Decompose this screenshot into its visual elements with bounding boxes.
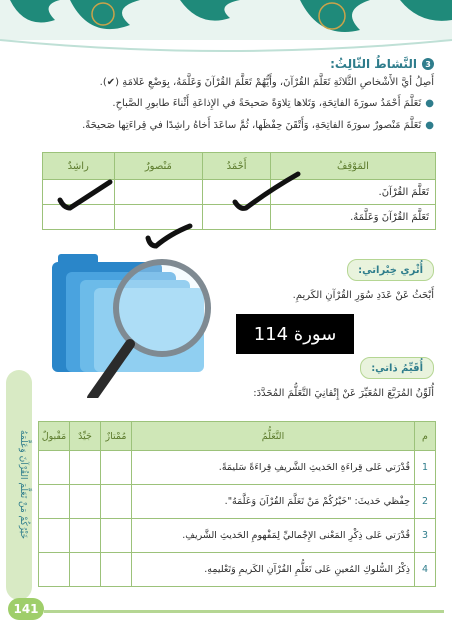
rating-cell[interactable] [39, 553, 70, 587]
handwritten-checkmarks [40, 160, 360, 260]
answer-box: 114 سورة [236, 314, 354, 354]
footer-rule [44, 610, 444, 613]
selfeval-instruction: أُلَوِّنُ المُرَبَّعَ المُعَبِّرَ عَنْ إِتْقانِيَ التَّعَلُّمَ المُحَدَّدَ: [253, 388, 434, 399]
folder-magnifier-illustration [52, 248, 222, 398]
header-rashid: راشِدٌ [43, 153, 115, 180]
selfeval-label: أُقَيِّمُ ذاتي: [360, 357, 434, 379]
header-mansour: مَنْصورٌ [114, 153, 203, 180]
bullet-1-text: تَعَلَّمَ أَحْمَدُ سورَةَ الفاتِحَةِ، وَتَلاها تِلاوَةً صَحيحَةً في الإِذاعَةِ أَثْناءَ طابورِ الصَّباحِ. [112, 98, 422, 109]
activity-instruction: أَصِلُ أيَّ الأَشْخاصِ الثَّلاثَةِ تَعَلَّمَ القُرْآنَ، وأَيُّهُمْ تَعَلَّمَ القُرْآنَ وَعَلَّمَهُ، بِوَضْعِ عَلامَةِ (✔). [99, 77, 434, 88]
rating-cell[interactable] [70, 519, 101, 553]
table-row [39, 451, 436, 485]
table-row [39, 553, 436, 587]
page-number: 141 [8, 598, 44, 620]
rating-cell[interactable] [101, 553, 132, 587]
activity-number-badge: 3 [422, 58, 434, 70]
header-ahmad: أَحْمَدُ [203, 153, 271, 180]
enrich-label: أُثْري خِبْراتي: [347, 259, 434, 281]
rating-cell[interactable] [39, 451, 70, 485]
enrich-text: أَبْحَثُ عَنْ عَدَدِ سُوَرِ القُرْآنِ الكَريمِ. [292, 290, 434, 301]
row-number: 4 [415, 553, 436, 587]
row-number: 3 [415, 519, 436, 553]
rating-cell[interactable] [70, 451, 101, 485]
header-good: جَيِّدٌ [70, 422, 101, 451]
header-acceptable: مَقْبولٌ [39, 422, 70, 451]
rating-cell[interactable] [39, 519, 70, 553]
bullet-2 [82, 120, 434, 131]
bullet-1 [112, 98, 434, 109]
row-text: قُدْرَتي عَلى قِراءَةِ الحَديثِ الشَّريفِ قِراءَةً سَليمَةً. [132, 451, 415, 485]
header-ornament [0, 0, 452, 58]
rating-cell[interactable] [101, 519, 132, 553]
row-text: قُدْرَتي عَلى ذِكْرِ المَعْنى الإِجْماليِّ لِمَفْهومِ الحَديثِ الشَّريفِ. [132, 519, 415, 553]
row-label: تَعَلَّمَ القُرْآنَ وَعَلَّمَهُ. [271, 205, 436, 230]
rating-cell[interactable] [70, 553, 101, 587]
rating-cell[interactable] [101, 451, 132, 485]
selfeval-table-header [39, 422, 436, 451]
row-text: ذِكْرُ السُّلوكِ المُعينِ عَلى تَعَلُّمِ القُرْآنِ الكَريمِ وَتَعْليمِهِ. [132, 553, 415, 587]
row-label: تَعَلَّمَ القُرْآنَ. [271, 180, 436, 205]
header-situation: المَوْقِفُ [271, 153, 436, 180]
selfeval-table [38, 421, 436, 587]
rating-cell[interactable] [101, 485, 132, 519]
bullet-dot-icon: ● [425, 98, 434, 109]
check-mark-icon [60, 182, 110, 208]
table-row [39, 519, 436, 553]
side-banner-text: خَيْرُكُمْ مَنْ تَعَلَّمَ القُرْآنَ وَعَلَّمَهُ [18, 430, 28, 540]
activity-title-text: النَّشاطُ الثّالِثُ: [330, 57, 417, 71]
check-mark-icon [235, 174, 298, 208]
rating-cell[interactable] [70, 485, 101, 519]
activity-title [330, 57, 434, 71]
row-text: حِفْظي حَديثَ: "خَيْرُكُمْ مَنْ تَعَلَّمَ القُرْآنَ وَعَلَّمَهُ". [132, 485, 415, 519]
header-excellent: مُمْتازٌ [101, 422, 132, 451]
row-number: 2 [415, 485, 436, 519]
header-number: م [415, 422, 436, 451]
bullet-2-text: تَعَلَّمَ مَنْصورٌ سورَةَ الفاتِحَةِ، وَأَتْقَنَ حِفْظَها، ثُمَّ ساعَدَ أَخاهُ راشِدًا في قِراءَتِها صَحيحَةً. [82, 120, 422, 131]
bullet-dot-icon: ● [425, 120, 434, 131]
row-number: 1 [415, 451, 436, 485]
check-mark-icon [148, 226, 190, 246]
header-learning: التَّعَلُّمُ [132, 422, 415, 451]
rating-cell[interactable] [39, 485, 70, 519]
table-row [39, 485, 436, 519]
